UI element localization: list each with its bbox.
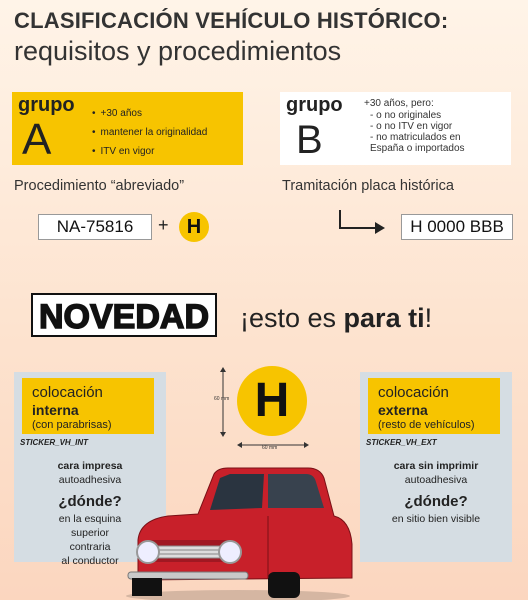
dimension-vertical-label: 60 mm (214, 396, 230, 402)
answer-line: al conductor (61, 555, 119, 567)
card-answer (360, 512, 512, 526)
card-external (360, 372, 512, 562)
answer-line: en sitio bien visible (391, 513, 481, 525)
procedure-b-label: Tramitación placa histórica (282, 178, 454, 194)
card-question: ¿dónde? (404, 493, 468, 510)
card-line1: colocación (32, 384, 103, 401)
page-title: CLASIFICACIÓN VEHÍCULO HISTÓRICO: (14, 8, 449, 33)
classic-car-image (118, 460, 358, 600)
card-line3: (con parabrisas) (32, 419, 112, 431)
answer-line: contraria (69, 541, 111, 553)
card-line3: (resto de vehículos) (378, 419, 475, 431)
arrow-right-icon (337, 208, 389, 238)
list-item: España o importados (370, 143, 465, 154)
group-a-box (12, 92, 243, 165)
group-b-box (280, 92, 511, 165)
card-line2: externa (378, 402, 428, 418)
card-question: ¿dónde? (58, 493, 122, 510)
promo-suffix: ! (424, 303, 433, 333)
list-item: - o no originales (370, 110, 442, 121)
promo-headline (240, 303, 432, 334)
page-subtitle: requisitos y procedimientos (14, 36, 342, 66)
plus-sign: + (158, 215, 169, 235)
promo-prefix: ¡esto es (240, 303, 344, 333)
procedure-a-label: Procedimiento “abreviado” (14, 178, 185, 194)
sticker-code: STICKER_VH_INT (20, 438, 89, 447)
list-item: • +30 años (92, 104, 207, 123)
card-internal-header (22, 378, 154, 434)
novedad-stamp (30, 290, 220, 340)
h-sticker-large: H (237, 366, 307, 436)
group-a-letter: A (22, 115, 52, 164)
card-desc-bold: cara sin imprimir (393, 460, 479, 472)
group-b-letter: B (296, 118, 323, 162)
license-plate-b: H 0000 BBB (401, 214, 513, 240)
card-line1: colocación (378, 384, 449, 401)
promo-emphasis: para ti (343, 303, 425, 333)
list-item: - no matriculados en (370, 132, 461, 143)
answer-line: superior (71, 527, 109, 539)
novedad-text: NOVEDAD (38, 298, 210, 336)
license-plate-a: NA-75816 (38, 214, 152, 240)
dimension-vertical-icon (218, 366, 228, 438)
dimension-horizontal-label: 60 mm (262, 445, 278, 451)
list-item: - o no ITV en vigor (370, 121, 453, 132)
group-b-heading: +30 años, pero: (364, 98, 434, 109)
group-b-label: grupo (286, 94, 343, 116)
answer-line: en la esquina (58, 513, 122, 525)
group-a-label: grupo (18, 94, 75, 116)
group-b-requirements (370, 110, 465, 154)
card-external-header (368, 378, 500, 434)
card-line2: interna (32, 402, 79, 418)
card-desc-bold: cara impresa (57, 460, 123, 472)
group-a-requirements (92, 104, 207, 161)
card-desc: autoadhesiva (404, 474, 468, 486)
sticker-code: STICKER_VH_EXT (366, 438, 437, 447)
list-item: • ITV en vigor (92, 142, 207, 161)
card-desc: autoadhesiva (58, 474, 122, 486)
h-badge-small: H (179, 212, 209, 242)
list-item: • mantener la originalidad (92, 123, 207, 142)
